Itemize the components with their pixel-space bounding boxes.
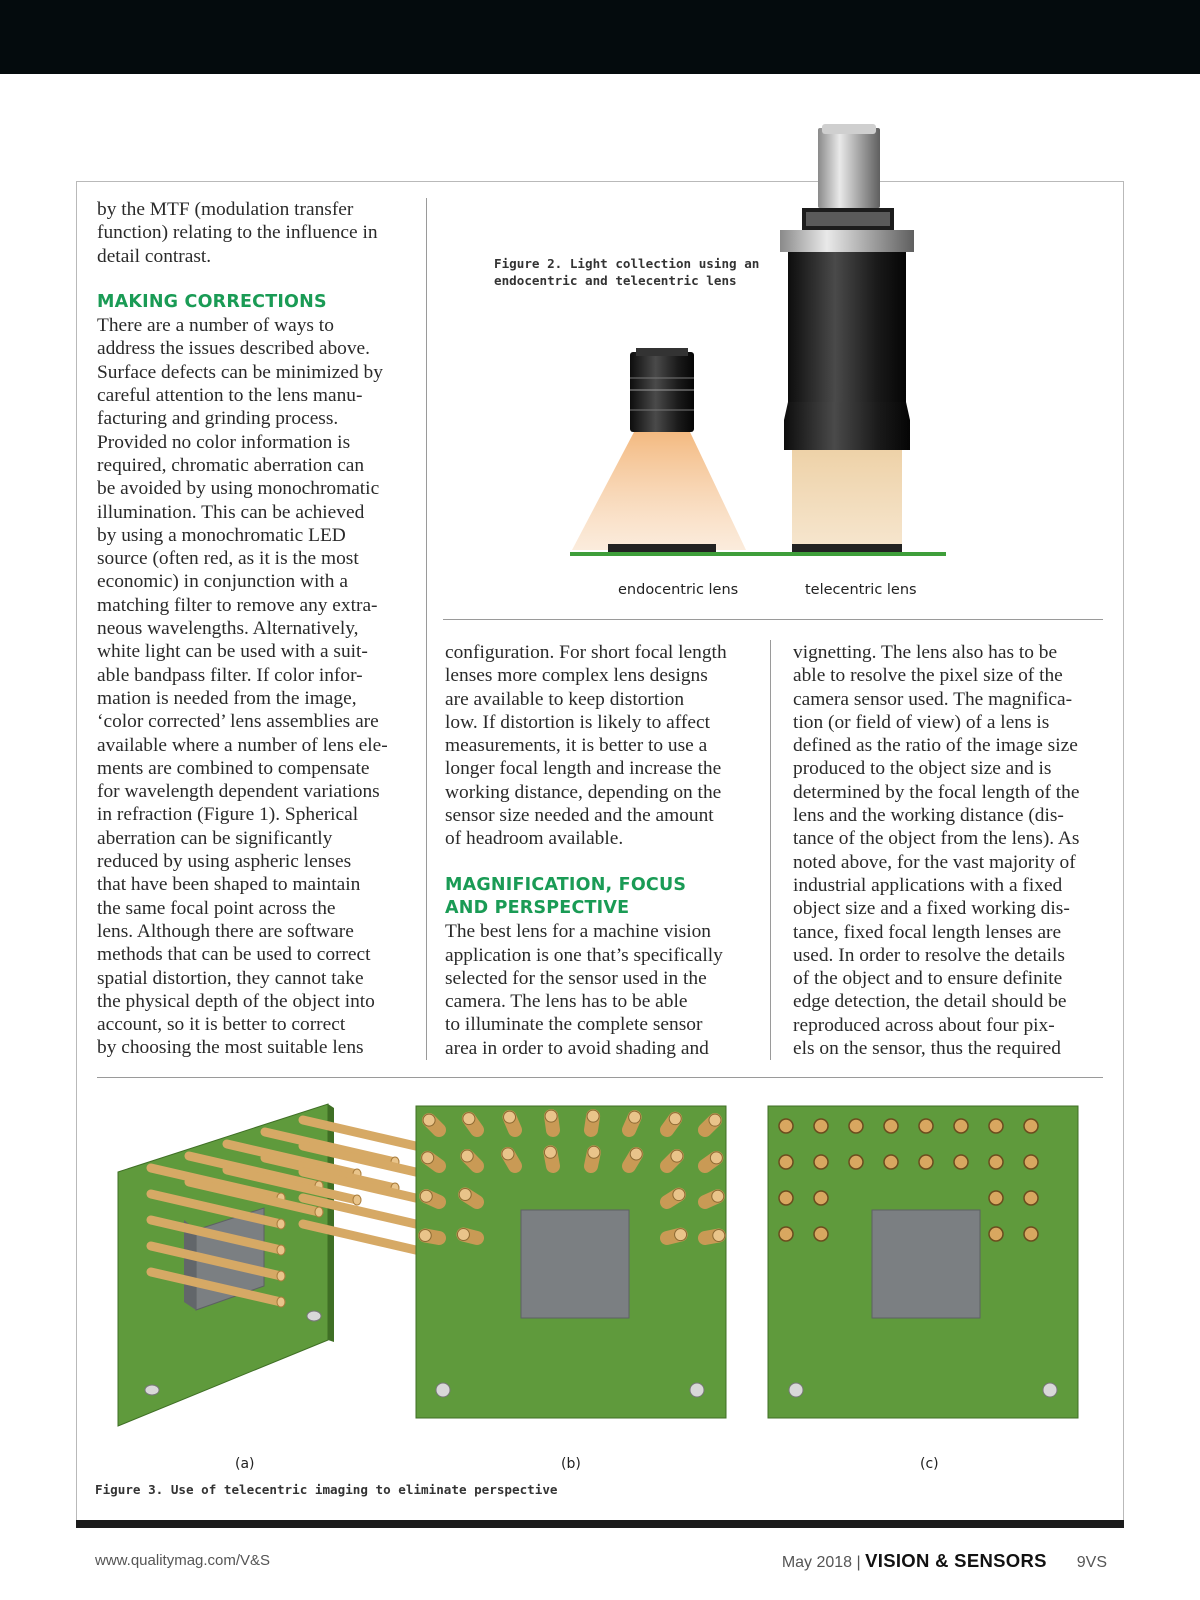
footer-date: May 2018 | [781, 1554, 866, 1571]
column-divider-2 [770, 640, 771, 1060]
figure-3-illustration [96, 1090, 1106, 1430]
telecentric-chip [792, 544, 902, 552]
body-line: address the issues described above. [97, 338, 371, 360]
body-line: tion (or field of view) of a lens is [793, 711, 1050, 733]
body-line: There are a number of ways to [97, 315, 334, 337]
footer-brand: VISION & SENSORS [865, 1550, 1047, 1571]
telecentric-lens-icon [780, 124, 914, 550]
body-line: that have been shaped to maintain [97, 874, 361, 896]
body-line: application is one that’s specifically [445, 944, 723, 966]
body-line: of the object and to ensure definite [793, 968, 1063, 990]
body-line: account, so it is better to correct [97, 1014, 346, 1036]
pin [545, 1110, 557, 1130]
pin [989, 1227, 1003, 1241]
body-line: object size and a fixed working dis- [793, 898, 1070, 920]
body-line: required, chromatic aberration can [97, 454, 365, 476]
body-line: careful attention to the lens manu- [97, 385, 363, 407]
body-line: ‘color corrected’ lens assemblies are [97, 711, 379, 733]
body-line: area in order to avoid shading and [445, 1037, 709, 1059]
body-line: configuration. For short focal length [445, 642, 727, 663]
pin [779, 1227, 793, 1241]
pin [919, 1119, 933, 1133]
pin [457, 1229, 477, 1241]
body-line: by the MTF (modulation transfer [97, 199, 354, 220]
pin [544, 1146, 556, 1166]
pin [989, 1191, 1003, 1205]
pin [779, 1155, 793, 1169]
body-line: be avoided by using monochromatic [97, 478, 380, 500]
body-line: source (often red, as it is the most [97, 548, 359, 570]
body-line: produced to the object size and is [793, 758, 1052, 780]
body-line: aberration can be significantly [97, 827, 333, 849]
pin [814, 1155, 828, 1169]
body-line: spatial distortion, they cannot take [97, 967, 364, 989]
body-line: mation is needed from the image, [97, 687, 357, 709]
pin [884, 1119, 898, 1133]
body-line: are available to keep distortion [445, 688, 685, 710]
body-line: working distance, depending on the [445, 781, 722, 803]
body-line: The best lens for a machine vision [445, 921, 712, 943]
pin [954, 1119, 968, 1133]
column-2 [445, 641, 727, 1060]
footer-url[interactable]: www.qualitymag.com/V&S [95, 1552, 271, 1569]
pin [667, 1229, 687, 1241]
board-b-entocentric [416, 1106, 726, 1418]
body-line: reduced by using aspheric lenses [97, 851, 352, 873]
footer-masthead [782, 1550, 1107, 1572]
body-line: facturing and grinding process. [97, 408, 339, 430]
body-line: the same focal point across the [97, 897, 336, 919]
body-line: camera. The lens has to be able [445, 991, 688, 1013]
body-line: able bandpass filter. If color infor- [97, 664, 363, 686]
body-line: by choosing the most suitable lens [97, 1037, 364, 1059]
pin [954, 1155, 968, 1169]
label-telecentric-lens: telecentric lens [805, 582, 917, 598]
body-line: sensor size needed and the amount [445, 805, 714, 827]
pin [884, 1155, 898, 1169]
pin [989, 1155, 1003, 1169]
pin [419, 1229, 439, 1241]
column-3 [793, 641, 1079, 1060]
body-line: used. In order to resolve the details [793, 944, 1065, 966]
pin [1024, 1227, 1038, 1241]
body-line: defined as the ratio of the image size [793, 735, 1078, 757]
footer-rule [76, 1520, 1124, 1528]
endocentric-chip [608, 544, 716, 552]
figure-3-label-b: (b) [561, 1456, 581, 1472]
board-c-telecentric [768, 1106, 1078, 1418]
figure-2-caption-line-1: Figure 2. Light collection using an [494, 256, 760, 271]
board-a-perspective [118, 1104, 437, 1426]
pin [919, 1155, 933, 1169]
pin [1024, 1119, 1038, 1133]
pin [814, 1191, 828, 1205]
pin [587, 1110, 599, 1130]
body-line: Provided no color information is [97, 431, 351, 453]
pin [989, 1119, 1003, 1133]
pin [1024, 1191, 1038, 1205]
body-line: edge detection, the detail should be [793, 991, 1067, 1013]
footer-page-number: 9VS [1076, 1554, 1107, 1571]
body-line: the physical depth of the object into [97, 990, 375, 1012]
pin [849, 1119, 863, 1133]
body-line: ments are combined to compensate [97, 757, 370, 779]
body-line: to illuminate the complete sensor [445, 1014, 703, 1036]
column-divider-1 [426, 198, 427, 1060]
figure-3-label-a: (a) [235, 1456, 255, 1472]
figure-3-label-c: (c) [920, 1456, 939, 1472]
pin [588, 1146, 600, 1166]
body-line: industrial applications with a fixed [793, 874, 1063, 896]
pin [779, 1191, 793, 1205]
body-line: low. If distortion is likely to affect [445, 711, 710, 733]
heading-magnification-line-2: AND PERSPECTIVE [445, 897, 630, 918]
body-line: available where a number of lens ele- [97, 734, 388, 756]
body-line: noted above, for the vast majority of [793, 851, 1076, 873]
body-line: detail contrast. [97, 245, 212, 267]
body-line: in refraction (Figure 1). Spherical [97, 804, 359, 826]
body-line: measurements, it is better to use a [445, 735, 708, 757]
body-line: for wavelength dependent variations [97, 781, 380, 803]
figure-2-rule [443, 619, 1103, 620]
body-line: tance, fixed focal length lenses are [793, 921, 1062, 943]
column-1 [97, 198, 388, 1060]
body-line: lenses more complex lens designs [445, 665, 708, 687]
body-line: lens. Although there are software [97, 920, 354, 942]
body-line: white light can be used with a suit- [97, 641, 368, 663]
figure-2-ground-line [570, 552, 946, 556]
body-line: function) relating to the influence in [97, 222, 378, 244]
body-line: lens and the working distance (dis- [793, 805, 1064, 827]
label-endocentric-lens: endocentric lens [618, 582, 739, 598]
figure-3-rule [97, 1077, 1103, 1078]
body-line: els on the sensor, thus the required [793, 1038, 1061, 1060]
pin [779, 1119, 793, 1133]
body-line: of headroom available. [445, 828, 624, 850]
body-line: matching filter to remove any extra- [97, 594, 378, 616]
body-line: longer focal length and increase the [445, 758, 722, 780]
body-line: by using a monochromatic LED [97, 524, 346, 546]
endocentric-lens-icon [572, 348, 746, 550]
body-line: camera sensor used. The magnifica- [793, 688, 1073, 710]
body-line: illumination. This can be achieved [97, 501, 365, 523]
body-line: Surface defects can be minimized by [97, 361, 383, 383]
figure-2-lens-illustration [560, 120, 960, 580]
body-line: vignetting. The lens also has to be [793, 642, 1058, 663]
body-line: selected for the sensor used in the [445, 967, 707, 989]
pin [1024, 1155, 1038, 1169]
pin [814, 1119, 828, 1133]
body-line: reproduced across about four pix- [793, 1014, 1055, 1036]
top-band [0, 0, 1200, 74]
body-line: determined by the focal length of the [793, 781, 1080, 803]
pin [705, 1230, 725, 1242]
body-line: tance of the object from the lens). As [793, 828, 1080, 850]
figure-3-caption: Figure 3. Use of telecentric imaging to eliminate perspective [95, 1482, 558, 1497]
pin [814, 1227, 828, 1241]
figure-2-caption-line-2: endocentric and telecentric lens [494, 273, 737, 288]
heading-magnification-line-1: MAGNIFICATION, FOCUS [445, 874, 687, 895]
pin [849, 1155, 863, 1169]
body-line: neous wavelengths. Alternatively, [97, 618, 359, 640]
body-line: economic) in conjunction with a [97, 571, 348, 593]
body-line: methods that can be used to correct [97, 944, 371, 966]
body-line: able to resolve the pixel size of the [793, 665, 1063, 687]
heading-making-corrections: MAKING CORRECTIONS [97, 291, 327, 312]
